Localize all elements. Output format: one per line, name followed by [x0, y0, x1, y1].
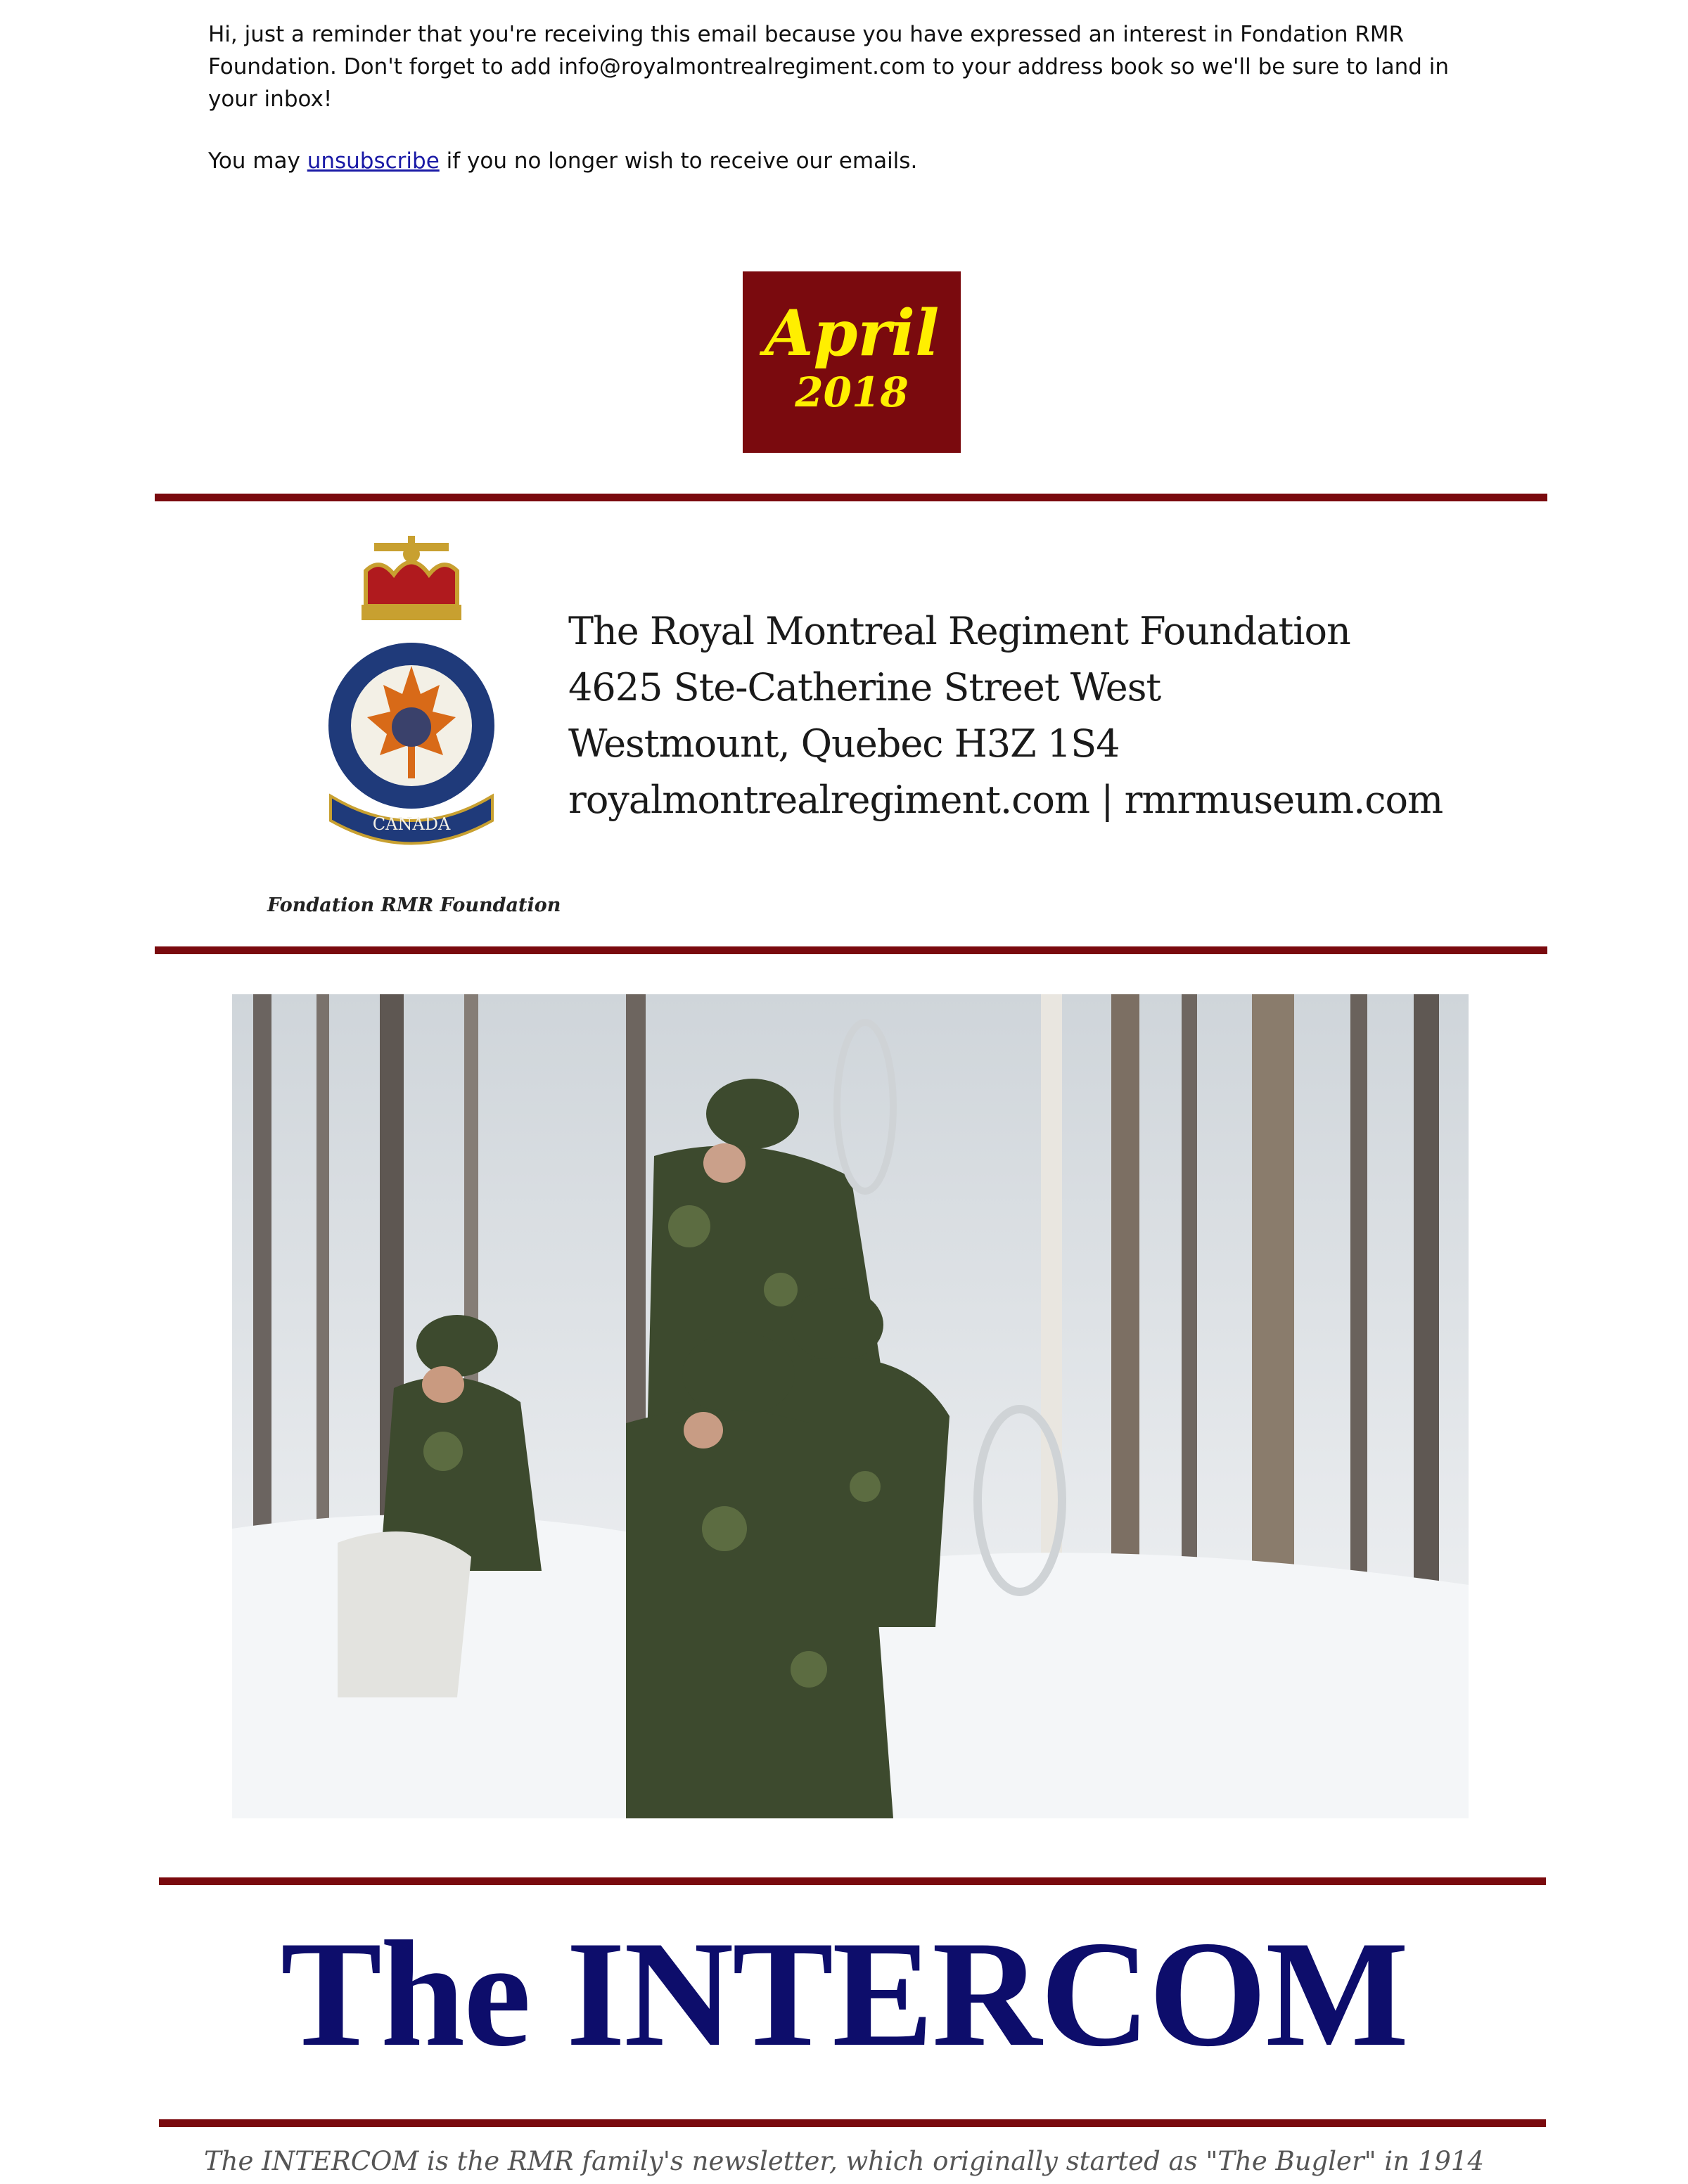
reminder-text: Hi, just a reminder that you're receiving this email because you have expressed an interest in Fondation RMR Foundation. Don't forget to add info@royalmontrealregiment.com to your address book so we'll be sure to land in your inbox!	[208, 22, 1450, 112]
divider-header-bottom	[155, 946, 1547, 954]
divider-photo-bottom	[159, 1877, 1546, 1885]
crest-country: CANADA	[372, 814, 451, 834]
newsletter-tagline: The INTERCOM is the RMR family's newsletter, which originally started as "The Bugler" in 1914	[204, 2146, 1484, 2176]
newsletter-title: The INTERCOM	[280, 1910, 1408, 2078]
winter-patrol-photo	[232, 994, 1469, 1818]
soldiers-in-snow-image	[232, 994, 1469, 1818]
email-notice	[208, 18, 1474, 177]
address-line-websites: royalmontrealregiment.com | rmrmuseum.com	[568, 778, 1443, 822]
crest-caption: Fondation RMR Foundation	[267, 894, 561, 916]
address-line-city: Westmount, Quebec H3Z 1S4	[568, 721, 1120, 766]
unsubscribe-link[interactable]: unsubscribe	[307, 148, 440, 174]
address-line-name: The Royal Montreal Regiment Foundation	[568, 609, 1350, 653]
regiment-crest-icon	[316, 536, 506, 852]
issue-year: 2018	[795, 368, 909, 416]
unsubscribe-prefix: You may	[208, 148, 300, 174]
divider-title-bottom	[159, 2119, 1546, 2127]
issue-date-badge	[743, 271, 961, 453]
foundation-address	[568, 603, 1443, 828]
unsubscribe-line	[208, 145, 1474, 177]
issue-month: April	[764, 296, 940, 371]
unsubscribe-suffix: if you no longer wish to receive our emails.	[446, 148, 918, 174]
divider-top	[155, 494, 1547, 501]
address-line-street: 4625 Ste-Catherine Street West	[568, 665, 1161, 709]
foundation-header-banner[interactable]	[232, 522, 1469, 941]
